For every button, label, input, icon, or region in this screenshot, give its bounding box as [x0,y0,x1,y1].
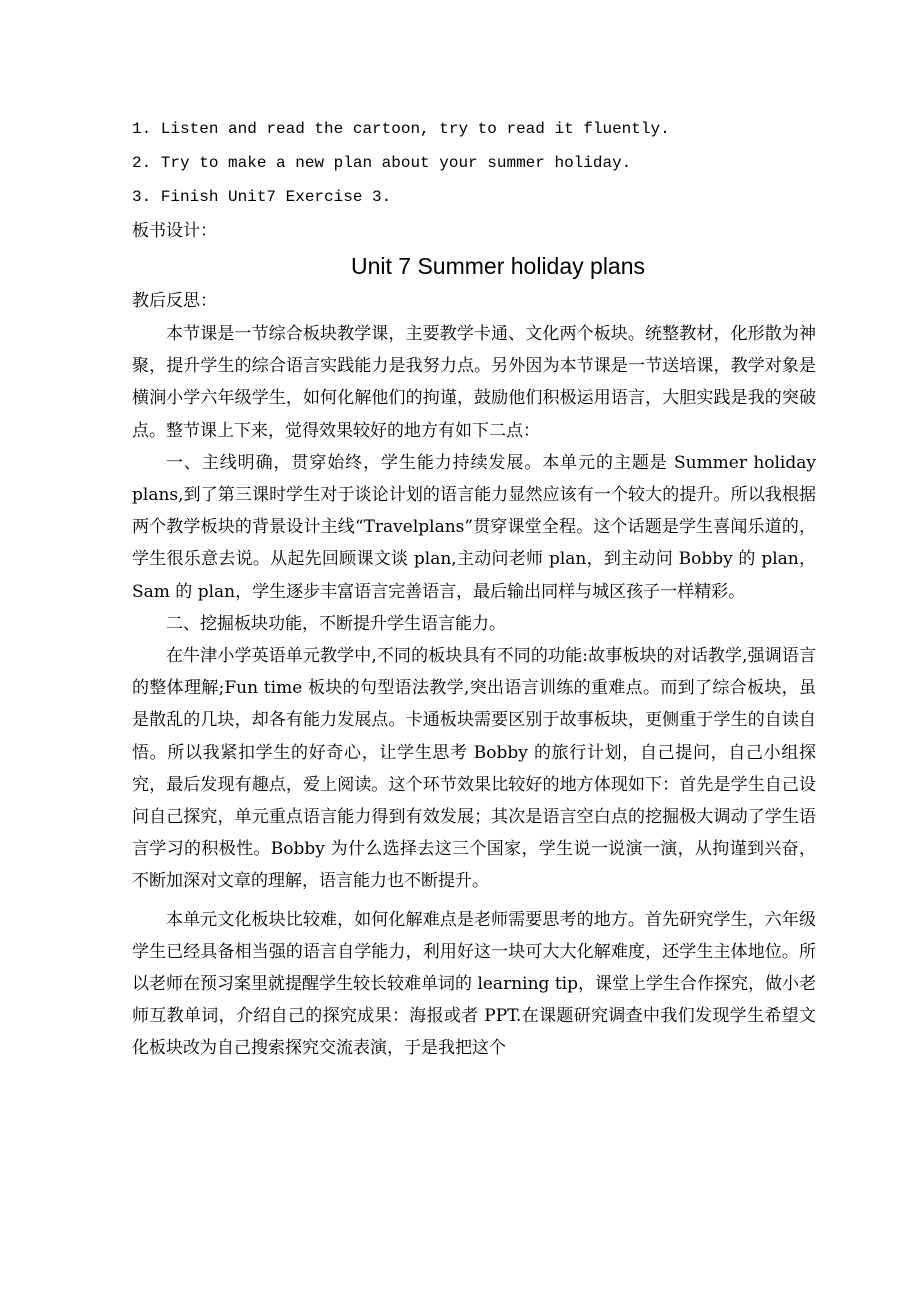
paragraph-culture: 本单元文化板块比较难，如何化解难点是老师需要思考的地方。首先研究学生，六年级学生已经具备相当强的语言自学能力，利用好这一块可大大化解难度，还学生主体地位。所以老师在预习案里就提醒学生较长较难单词的 learning tip，课堂上学生合作探究，做小老师互教单词，介绍自己的探究成果：海报或者 PPT.在课题研究调查中我们发现学生希望文化板块改为自己搜索探究交流表演，于是我把这个 [132,909,816,1059]
document-page [132,112,816,1065]
homework-item-2: 2. Try to make a new plan about your summer holiday. [132,154,632,172]
board-title: Unit 7 Summer holiday plans [350,253,646,279]
homework-item-1: 1. Listen and read the cartoon, try to read it fluently. [132,120,670,138]
homework-item-3: 3. Finish Unit7 Exercise 3. [132,188,392,206]
paragraph-point-two-heading: 二、挖掘板块功能，不断提升学生语言能力。 [166,613,506,634]
paragraph-point-two-body: 在牛津小学英语单元教学中,不同的板块具有不同的功能:故事板块的对话教学,强调语言的整体理解;Fun time 板块的句型语法教学,突出语言训练的重难点。而到了综合板块，虽是散乱的几块，却各有能力发展点。卡通板块需要区别于故事板块，更侧重于学生的自读自悟。所以我紧扣学生的好奇心，让学生思考 Bobby 的旅行计划，自己提问，自己小组探究，最后发现有趣点，爱上阅读。这个环节效果比较好的地方体现如下：首先是学生自己设问自己探究，单元重点语言能力得到有效发展；其次是语言空白点的挖掘极大调动了学生语言学习的积极性。Bobby 为什么选择去这三个国家，学生说一说演一演，从拘谨到兴奋，不断加深对文章的理解，语言能力也不断提升。 [132,646,816,892]
board-design-label: 板书设计： [132,221,217,241]
reflection-label: 教后反思： [132,291,217,311]
paragraph-intro: 本节课是一节综合板块教学课，主要教学卡通、文化两个板块。统整教材，化形散为神聚，提升学生的综合语言实践能力是我努力点。另外因为本节课是一节送培课，教学对象是横涧小学六年级学生，如何化解他们的拘谨，鼓励他们积极运用语言，大胆实践是我的突破点。整节课上下来，觉得效果较好的地方有如下二点： [132,324,816,441]
paragraph-point-one: 一、主线明确，贯穿始终，学生能力持续发展。本单元的主题是 Summer holiday plans,到了第三课时学生对于谈论计划的语言能力显然应该有一个较大的提升。所以我根据两个教学板块的背景设计主线“Travelplans”贯穿课堂全程。这个话题是学生喜闻乐道的，学生很乐意去说。从起先回顾课文谈 plan,主动问老师 plan，到主动问 Bobby 的 plan，Sam 的 plan，学生逐步丰富语言完善语言，最后输出同样与城区孩子一样精彩。 [132,452,816,602]
